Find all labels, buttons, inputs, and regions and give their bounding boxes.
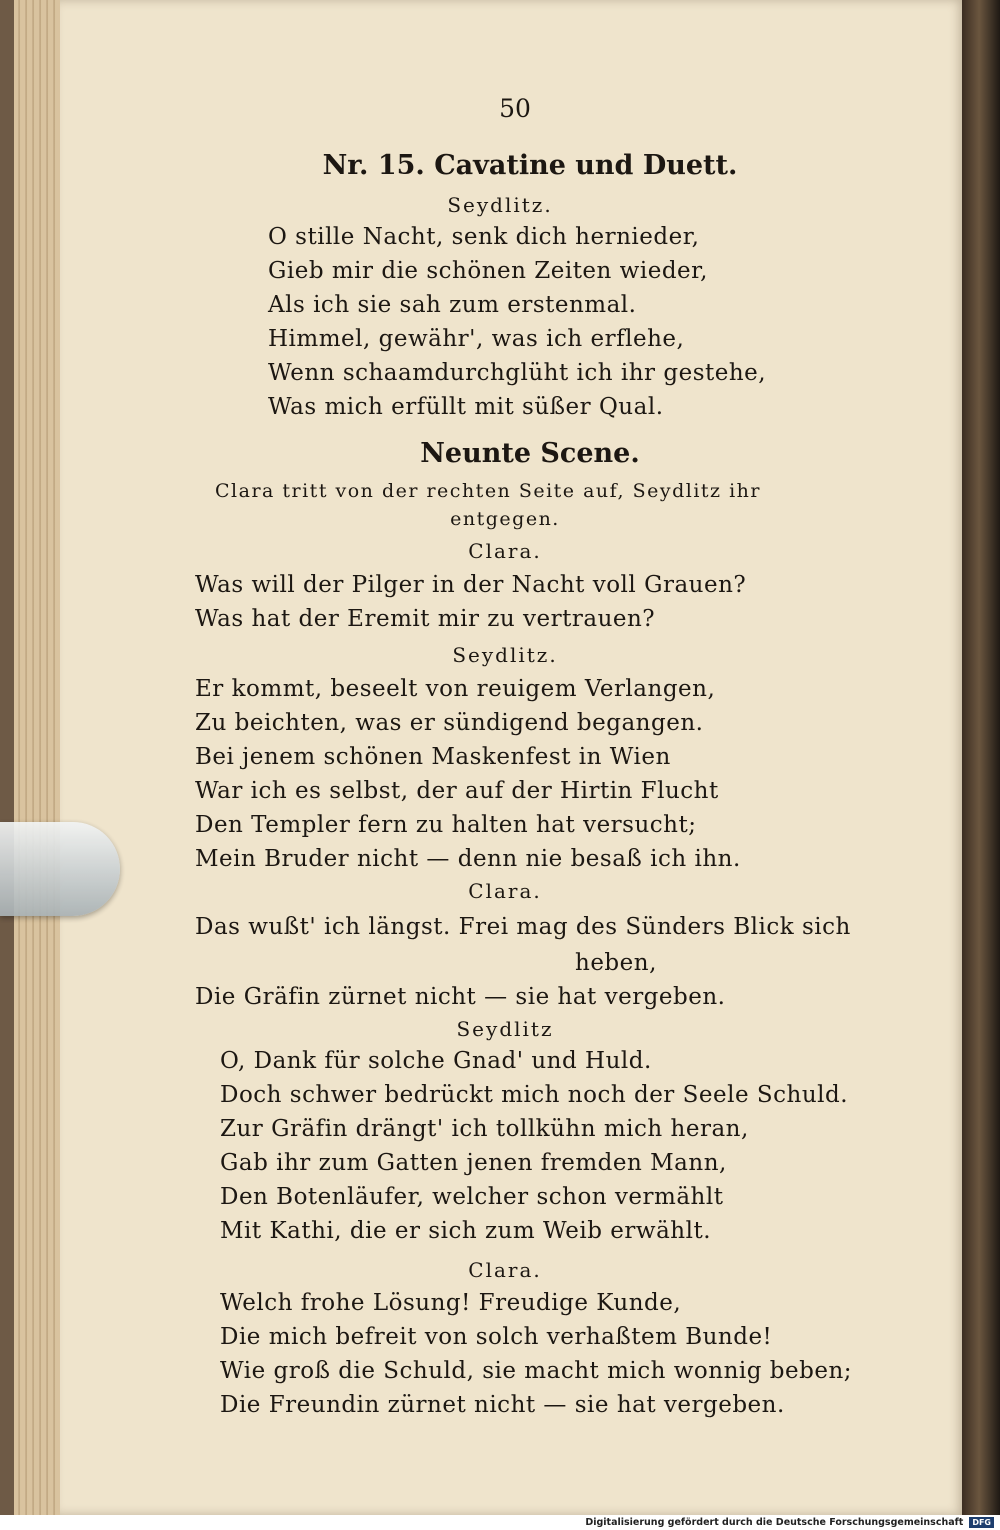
verse-line: Zu beichten, was er sündigend begangen. (195, 710, 704, 736)
verse-line: Gieb mir die schönen Zeiten wieder, (268, 258, 708, 284)
verse-line: Mein Bruder nicht — denn nie besaß ich ihn. (195, 846, 741, 872)
book-spine (962, 0, 1000, 1515)
dfg-logo: DFG (969, 1517, 994, 1528)
speaker-name: Seydlitz (456, 1017, 554, 1041)
verse-line: Den Templer fern zu halten hat versucht; (195, 812, 697, 838)
stage-direction: entgegen. (450, 508, 560, 530)
verse-line: Die mich befreit von solch verhaßtem Bunde! (220, 1324, 773, 1350)
verse-line: Die Freundin zürnet nicht — sie hat vergeben. (220, 1392, 785, 1418)
speaker-name: Clara. (468, 1258, 542, 1282)
speaker-name: Seydlitz. (452, 643, 558, 667)
verse-line: Gab ihr zum Gatten jenen fremden Mann, (220, 1150, 727, 1176)
verse-line: O stille Nacht, senk dich hernieder, (268, 224, 700, 250)
verse-line: War ich es selbst, der auf der Hirtin Flucht (195, 778, 719, 804)
verse-line: Den Botenläufer, welcher schon vermählt (220, 1184, 724, 1210)
verse-line: O, Dank für solche Gnad' und Huld. (220, 1048, 652, 1074)
speaker-name: Clara. (468, 539, 542, 563)
stage-direction: Clara tritt von der rechten Seite auf, Seydlitz ihr (215, 480, 761, 502)
speaker-name: Seydlitz. (447, 193, 553, 217)
page-clip (0, 822, 120, 916)
scene-title: Neunte Scene. (420, 438, 640, 469)
verse-line: Was mich erfüllt mit süßer Qual. (268, 394, 664, 420)
verse-line: Wenn schaamdurchglüht ich ihr gestehe, (268, 360, 767, 386)
verse-line: Wie groß die Schuld, sie macht mich wonnig beben; (220, 1358, 853, 1384)
verse-line: Die Gräfin zürnet nicht — sie hat vergeben. (195, 984, 726, 1010)
page-number: 50 (499, 94, 531, 123)
verse-line: Zur Gräfin drängt' ich tollkühn mich heran, (220, 1116, 749, 1142)
verse-line: Mit Kathi, die er sich zum Weib erwählt. (220, 1218, 712, 1244)
verse-line: Was will der Pilger in der Nacht voll Grauen? (195, 572, 747, 598)
verse-line: Er kommt, beseelt von reuigem Verlangen, (195, 676, 716, 702)
footer-credit: Digitalisierung gefördert durch die Deutsche Forschungsgemeinschaft (585, 1517, 964, 1528)
verse-line: heben, (575, 950, 657, 976)
verse-line: Doch schwer bedrückt mich noch der Seele Schuld. (220, 1082, 849, 1108)
speaker-name: Clara. (468, 879, 542, 903)
section-title: Nr. 15. Cavatine und Duett. (322, 150, 738, 181)
footer-bar (0, 1515, 1000, 1530)
verse-line: Bei jenem schönen Maskenfest in Wien (195, 744, 671, 770)
verse-line: Als ich sie sah zum erstenmal. (268, 292, 637, 318)
verse-line: Welch frohe Lösung! Freudige Kunde, (220, 1290, 682, 1316)
verse-line: Was hat der Eremit mir zu vertrauen? (195, 606, 656, 632)
verse-line: Himmel, gewähr', was ich erflehe, (268, 326, 685, 352)
verse-line: Das wußt' ich längst. Frei mag des Sünders Blick sich (195, 914, 851, 940)
